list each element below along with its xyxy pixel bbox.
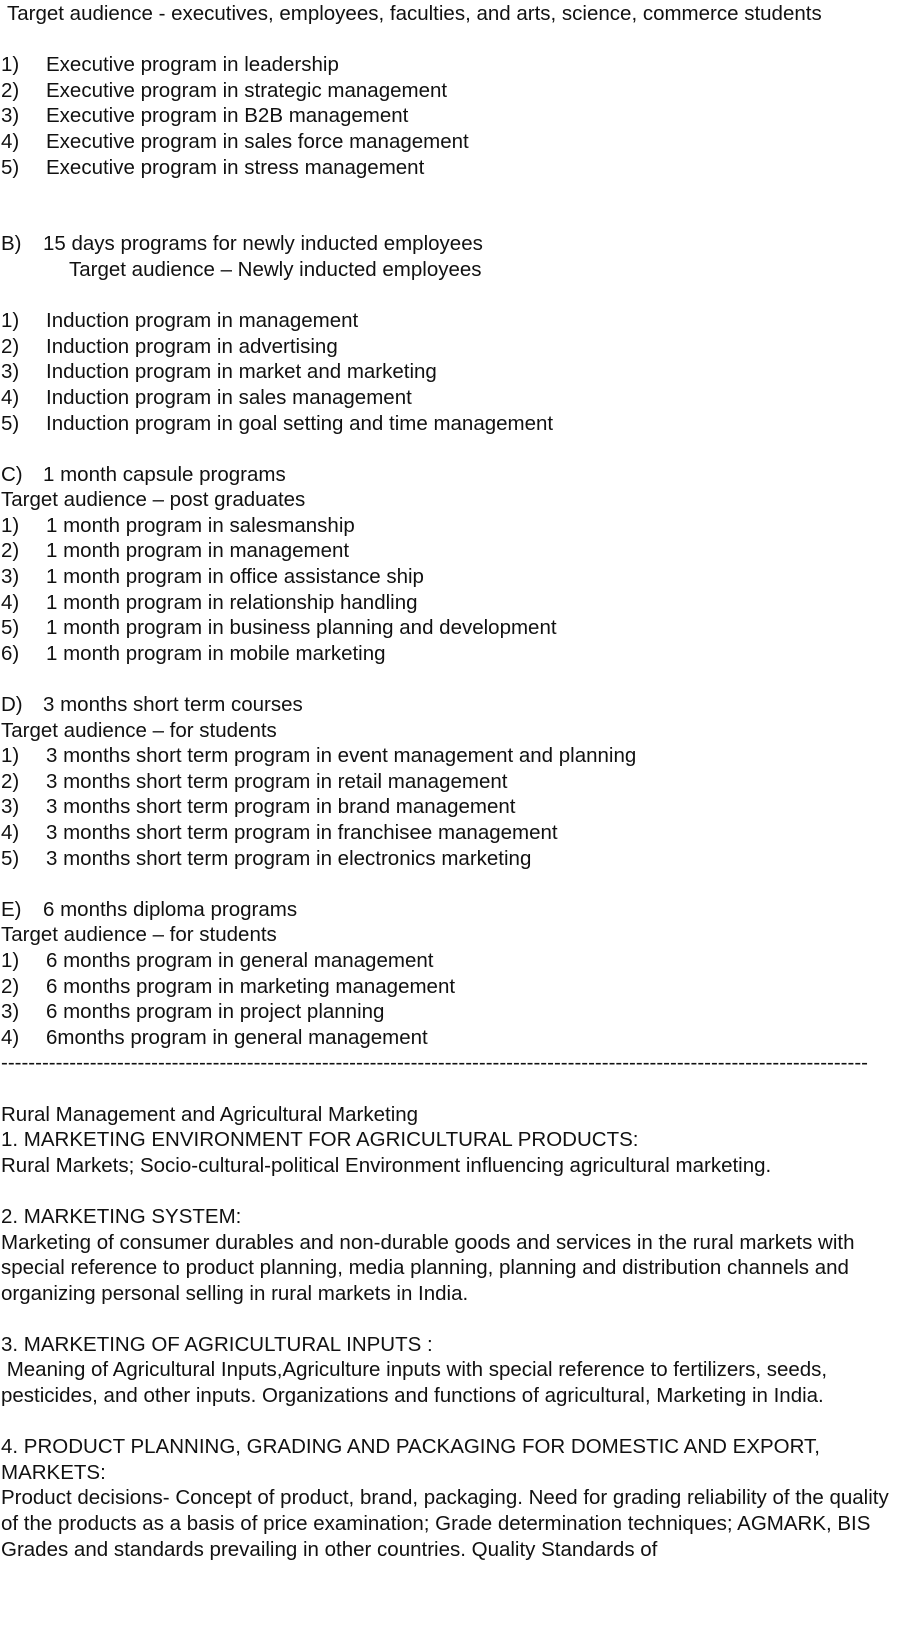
list-item: 1) 1 month program in salesmanship (1, 513, 355, 537)
intro-program-list (1, 52, 897, 180)
section-b-target-audience: Target audience – Newly inducted employees (69, 257, 482, 281)
topic2-heading: 2. MARKETING SYSTEM: (1, 1204, 242, 1228)
topic2-body: Marketing of consumer durables and non-durable goods and services in the rural markets with special reference to product planning, media planning, planning and distribution channels and organizing personal selling in rural markets in India. (1, 1230, 855, 1305)
list-item: 2) Executive program in strategic management (1, 78, 448, 102)
list-item: 3) Induction program in market and marketing (1, 360, 437, 384)
list-item: 6) 1 month program in mobile marketing (1, 641, 386, 665)
topic4-heading: 4. PRODUCT PLANNING, GRADING AND PACKAGING FOR DOMESTIC AND EXPORT, MARKETS: (1, 1435, 820, 1484)
section-c-heading: C) 1 month capsule programs (1, 462, 286, 486)
topic4-body: Product decisions- Concept of product, brand, packaging. Need for grading reliability of the quality of the products as a basis of price examination; Grade determination techniques; AGMARK, BIS Grades and standards prevailing in other countries. Quality Standards of (1, 1486, 889, 1561)
list-item: 2) Induction program in advertising (1, 334, 338, 358)
section-d-heading: D) 3 months short term courses (1, 693, 303, 717)
list-item: 5) 1 month program in business planning and development (1, 616, 557, 640)
list-item: 4) Induction program in sales management (1, 385, 412, 409)
topic3-body: Meaning of Agricultural Inputs,Agriculture inputs with special reference to fertilizers, seeds, pesticides, and other inputs. Organizations and functions of agricultural, Marketing in India. (1, 1358, 833, 1408)
dashed-divider: ------------------------------------------------------------------------------------------------------------------------------- (1, 1051, 868, 1075)
list-item: 5) Induction program in goal setting and time management (1, 411, 554, 435)
section-e-program-list (1, 948, 897, 1050)
list-item: 4) 1 month program in relationship handling (1, 590, 418, 614)
topic1-heading: 1. MARKETING ENVIRONMENT FOR AGRICULTURAL PRODUCTS: (1, 1128, 639, 1152)
section-d-program-list (1, 743, 897, 871)
intro-target-audience: Target audience - executives, employees, faculties, and arts, science, commerce students (7, 2, 822, 25)
list-item: 5) Executive program in stress management (1, 155, 425, 179)
list-item: 3) Executive program in B2B management (1, 104, 409, 128)
list-item: 4) 3 months short term program in franchisee management (1, 821, 558, 844)
list-item: 2) 3 months short term program in retail management (1, 769, 508, 793)
list-item: 3) 1 month program in office assistance ship (1, 565, 424, 589)
list-item: 1) Executive program in leadership (1, 53, 339, 77)
list-item: 1) Induction program in management (1, 309, 359, 333)
section-c-target-audience: Target audience – post graduates (1, 488, 306, 512)
section-e-heading: E) 6 months diploma programs (1, 897, 298, 921)
list-item: 3) 6 months program in project planning (1, 1000, 385, 1024)
list-item: 4) Executive program in sales force management (1, 129, 469, 153)
list-item: 5) 3 months short term program in electronics marketing (1, 846, 532, 870)
list-item: 3) 3 months short term program in brand management (1, 795, 516, 819)
list-item: 2) 1 month program in management (1, 539, 350, 563)
section-c-program-list (1, 513, 897, 667)
topic1-body: Rural Markets; Socio-cultural-political Environment influencing agricultural marketing. (1, 1153, 772, 1177)
section-d-target-audience: Target audience – for students (1, 718, 277, 742)
section-b-program-list (1, 308, 897, 436)
list-item: 2) 6 months program in marketing management (1, 974, 456, 998)
list-item: 1) 3 months short term program in event management and planning (1, 744, 637, 768)
list-item: 4) 6months program in general management (1, 1025, 428, 1049)
section-e-target-audience: Target audience – for students (1, 923, 277, 947)
topic3-heading: 3. MARKETING OF AGRICULTURAL INPUTS : (1, 1332, 433, 1356)
rural-title: Rural Management and Agricultural Marketing (1, 1102, 419, 1126)
document-page (1, 1, 897, 1562)
list-item: 1) 6 months program in general management (1, 948, 434, 972)
section-b-heading: B) 15 days programs for newly inducted employees (1, 232, 483, 256)
